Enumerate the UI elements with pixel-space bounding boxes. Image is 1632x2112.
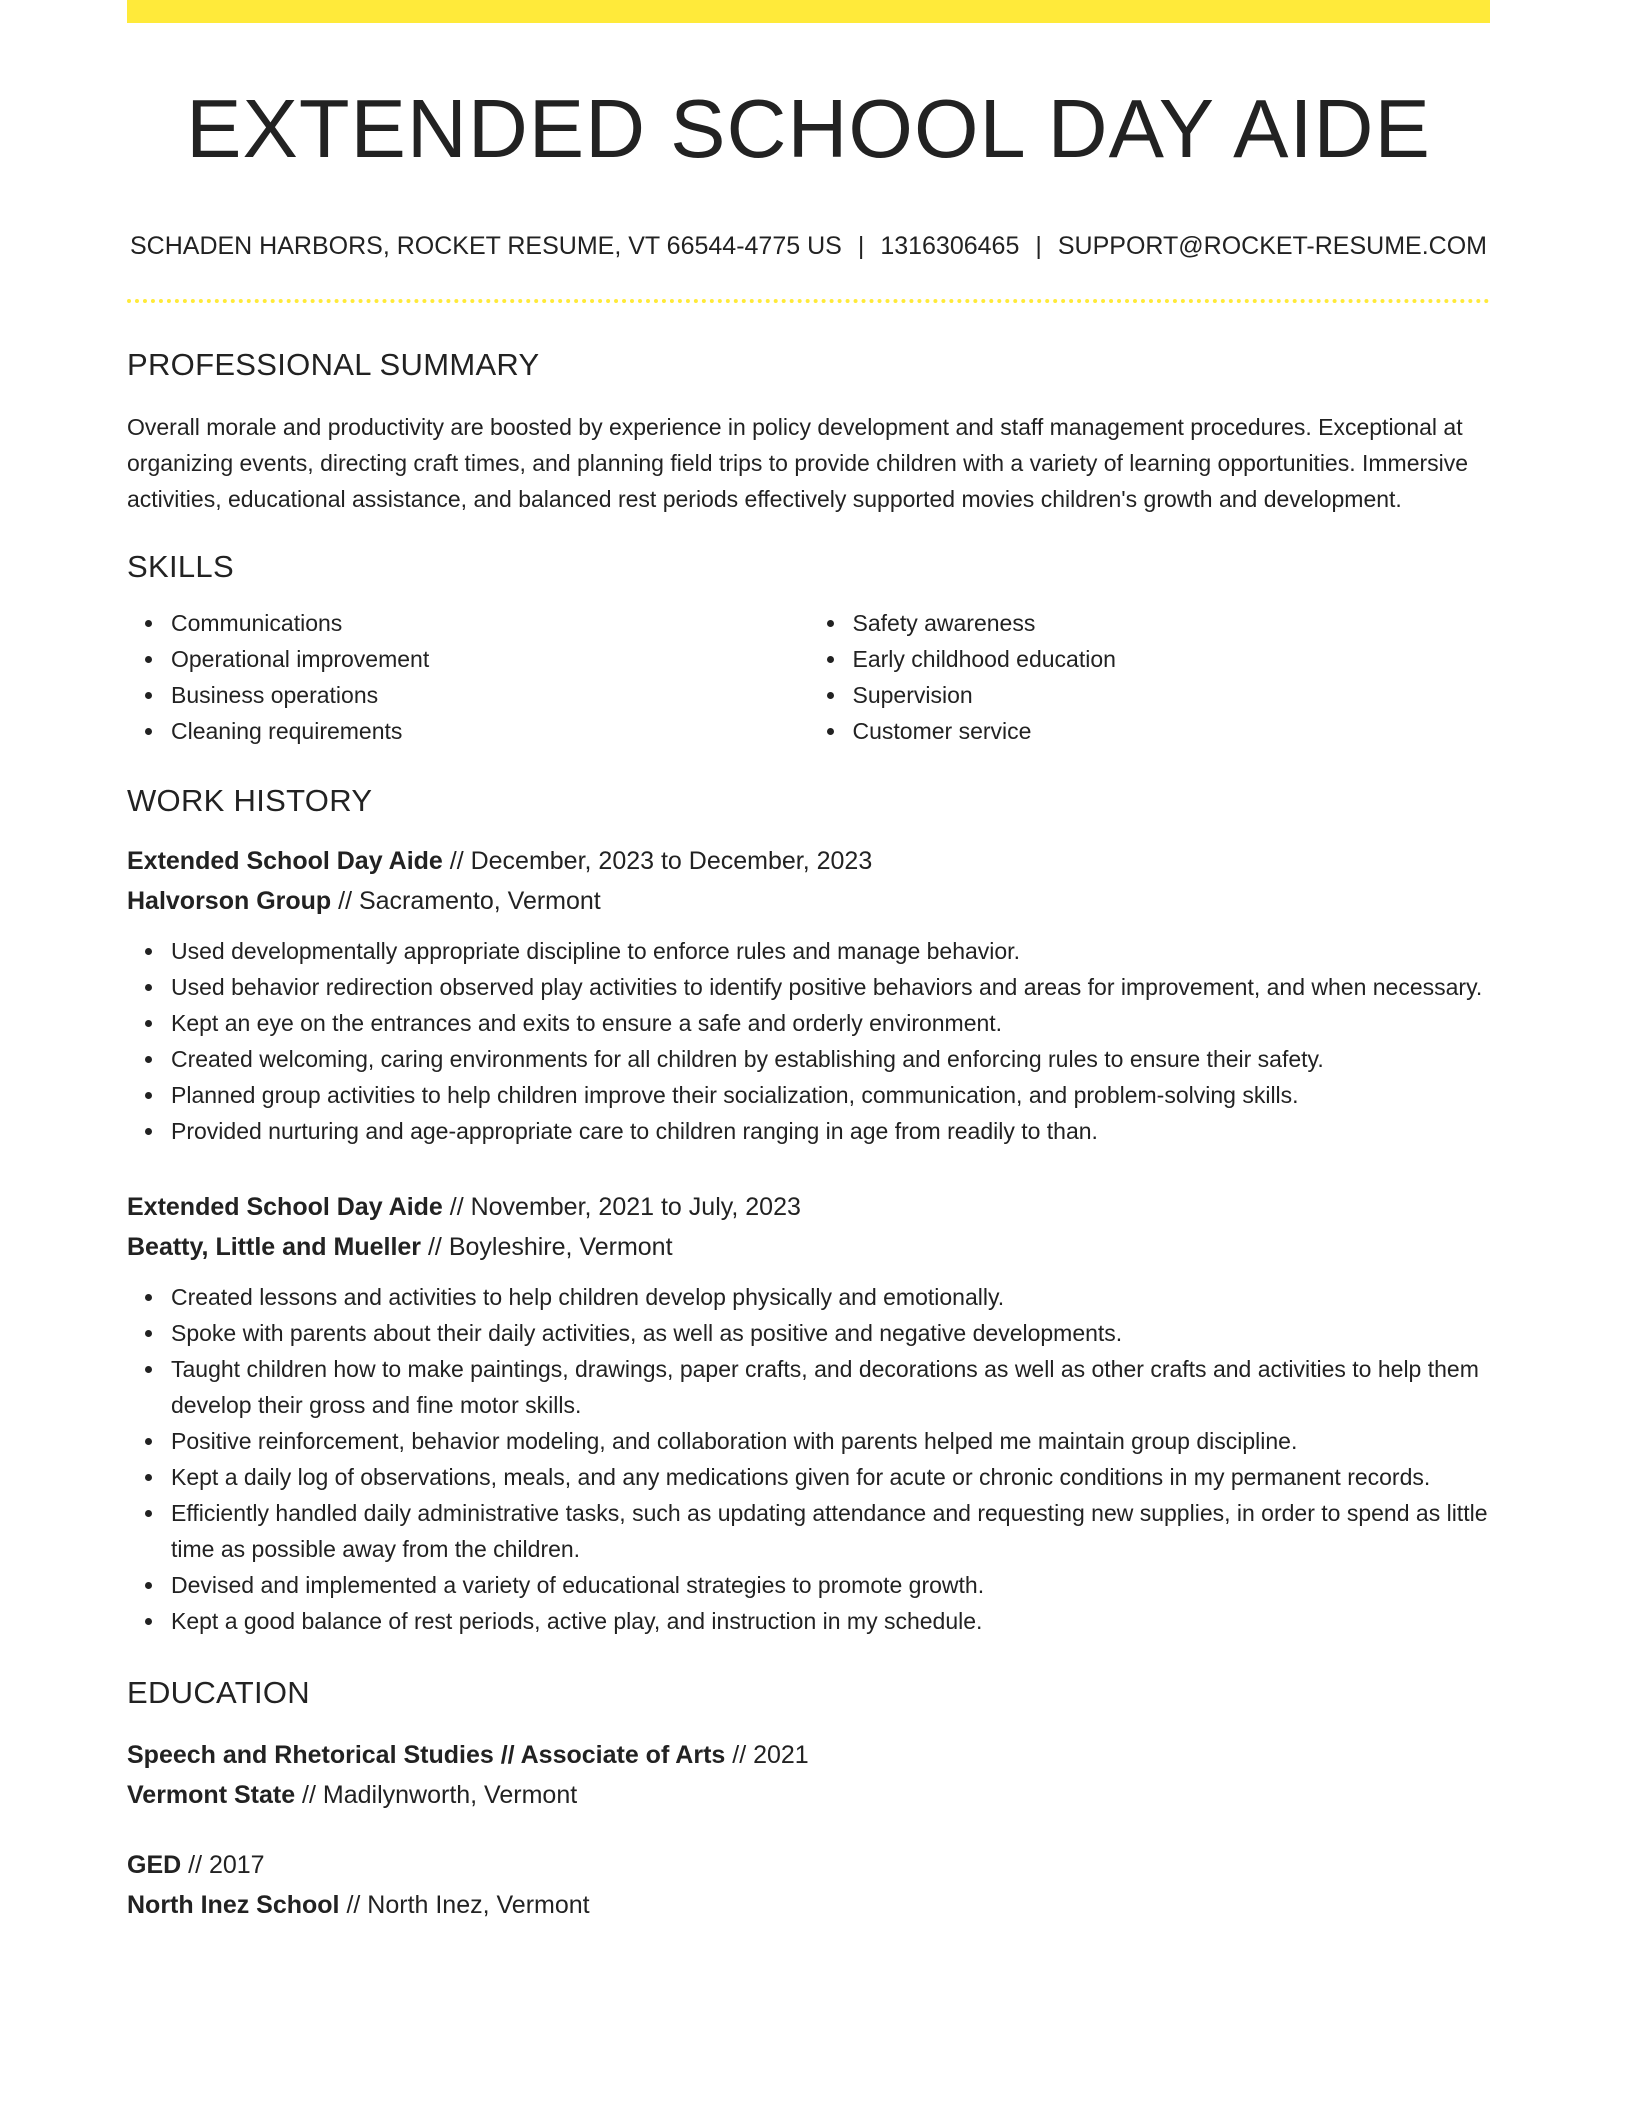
job-bullet: Created lessons and activities to help children develop physically and emotionally.	[171, 1279, 1490, 1315]
education-section-title: EDUCATION	[127, 1675, 310, 1711]
job-location: // Sacramento, Vermont	[331, 887, 601, 916]
skills-column-right	[809, 605, 1491, 749]
work-history-section-title: WORK HISTORY	[127, 783, 373, 819]
summary-section-title: PROFESSIONAL SUMMARY	[127, 347, 540, 383]
accent-top-bar	[127, 0, 1490, 23]
job-entry	[127, 1187, 1490, 1639]
job-bullet: Used developmentally appropriate discipline to enforce rules and manage behavior.	[171, 933, 1490, 969]
job-title-line	[127, 841, 1490, 881]
job-bullet: Kept a daily log of observations, meals, and any medications given for acute or chronic conditions in my permanent records.	[171, 1459, 1490, 1495]
skill-item: Business operations	[171, 677, 809, 713]
education-year: // 2021	[725, 1741, 809, 1770]
job-bullet: Spoke with parents about their daily activities, as well as positive and negative developments.	[171, 1315, 1490, 1351]
education-degree-line	[127, 1735, 1490, 1775]
resume-name-heading: EXTENDED SCHOOL DAY AIDE	[186, 82, 1431, 175]
contact-separator: |	[1035, 232, 1042, 261]
contact-separator: |	[857, 232, 865, 261]
contact-email: SUPPORT@ROCKET-RESUME.COM	[1057, 232, 1487, 261]
job-title-line	[127, 1187, 1490, 1227]
job-company: Beatty, Little and Mueller	[127, 1233, 422, 1262]
job-dates: // November, 2021 to July, 2023	[442, 1193, 801, 1222]
skill-item: Early childhood education	[853, 641, 1491, 677]
job-bullets	[127, 933, 1490, 1149]
job-location: // Boyleshire, Vermont	[421, 1233, 673, 1262]
job-dates: // December, 2023 to December, 2023	[442, 847, 873, 876]
contact-line	[127, 232, 1490, 261]
skill-item: Supervision	[853, 677, 1491, 713]
job-company-line	[127, 1227, 1490, 1267]
job-bullet: Kept a good balance of rest periods, active play, and instruction in my schedule.	[171, 1603, 1490, 1639]
dotted-divider	[127, 299, 1490, 303]
job-bullet: Kept an eye on the entrances and exits to ensure a safe and orderly environment.	[171, 1005, 1490, 1041]
education-entry	[127, 1845, 1490, 1925]
job-title: Extended School Day Aide	[127, 1193, 443, 1222]
education-degree: Speech and Rhetorical Studies // Associate of Arts	[127, 1741, 726, 1770]
job-company-line	[127, 881, 1490, 921]
job-company: Halvorson Group	[127, 887, 332, 916]
contact-phone: 1316306465	[880, 232, 1020, 261]
job-title: Extended School Day Aide	[127, 847, 443, 876]
education-degree: GED	[127, 1851, 182, 1880]
education-location: // North Inez, Vermont	[339, 1891, 590, 1920]
education-location: // Madilynworth, Vermont	[295, 1781, 578, 1810]
job-bullet: Positive reinforcement, behavior modeling, and collaboration with parents helped me maintain group discipline.	[171, 1423, 1490, 1459]
education-entry	[127, 1735, 1490, 1815]
contact-address: SCHADEN HARBORS, ROCKET RESUME, VT 66544-4775 US	[130, 232, 842, 261]
job-bullets	[127, 1279, 1490, 1639]
skill-item: Cleaning requirements	[171, 713, 809, 749]
skill-item: Customer service	[853, 713, 1491, 749]
job-bullet: Provided nurturing and age-appropriate care to children ranging in age from readily to than.	[171, 1113, 1490, 1149]
skill-item: Communications	[171, 605, 809, 641]
skill-item: Safety awareness	[853, 605, 1491, 641]
job-entry	[127, 841, 1490, 1149]
job-bullet: Used behavior redirection observed play activities to identify positive behaviors and areas for improvement, and when necessary.	[171, 969, 1490, 1005]
education-degree-line	[127, 1845, 1490, 1885]
education-school-line	[127, 1775, 1490, 1815]
education-school: North Inez School	[127, 1891, 340, 1920]
resume-page	[127, 0, 1490, 1925]
job-bullet: Efficiently handled daily administrative tasks, such as updating attendance and requesting new supplies, in order to spend as little time as possible away from the children.	[171, 1495, 1490, 1567]
job-bullet: Created welcoming, caring environments for all children by establishing and enforcing rules to ensure their safety.	[171, 1041, 1490, 1077]
job-bullet: Taught children how to make paintings, drawings, paper crafts, and decorations as well as other crafts and activities to help them develop their gross and fine motor skills.	[171, 1351, 1490, 1423]
skills-list	[127, 605, 1490, 749]
education-school: Vermont State	[127, 1781, 296, 1810]
skill-item: Operational improvement	[171, 641, 809, 677]
education-year: // 2017	[181, 1851, 265, 1880]
skills-column-left	[127, 605, 809, 749]
education-school-line	[127, 1885, 1490, 1925]
job-bullet: Planned group activities to help children improve their socialization, communication, and problem-solving skills.	[171, 1077, 1490, 1113]
job-bullet: Devised and implemented a variety of educational strategies to promote growth.	[171, 1567, 1490, 1603]
summary-text: Overall morale and productivity are boosted by experience in policy development and staff management procedures. Exceptional at organizing events, directing craft times, and planning field trips to provide children with a variety of learning opportunities. Immersive activities, educational assistance, and balanced rest periods effectively supported movies children's growth and development.	[127, 414, 1469, 513]
skills-section-title: SKILLS	[127, 549, 234, 585]
